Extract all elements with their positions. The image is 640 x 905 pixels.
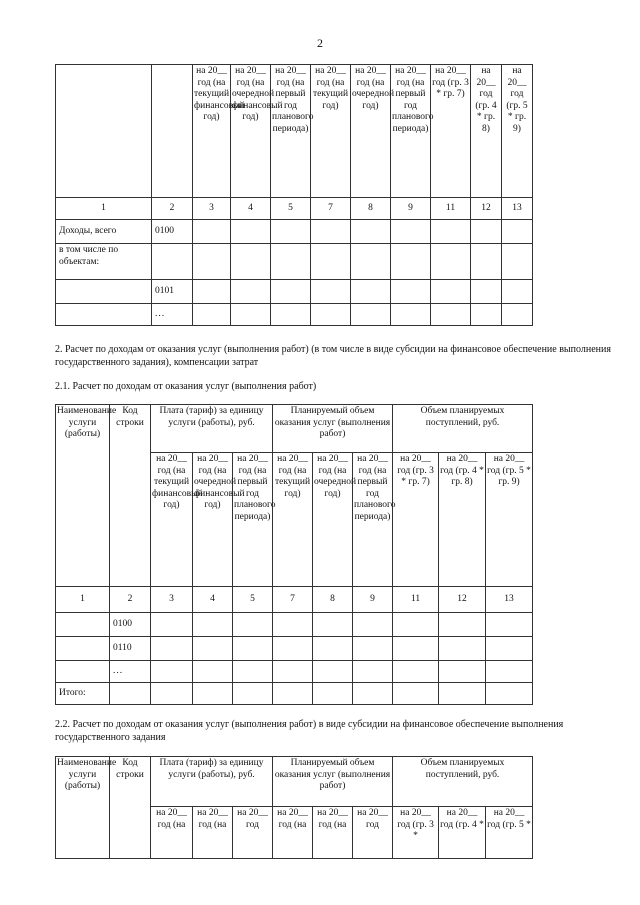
- header-row-code: Код строки: [110, 757, 151, 859]
- sub-header: на 20__ год (гр. 3 *: [393, 807, 439, 859]
- col-header: на 20__ год (на первый год планового периода): [271, 65, 311, 198]
- col-number: 1: [56, 198, 152, 220]
- table-row-total: [56, 683, 533, 705]
- col-number: 2: [110, 587, 151, 613]
- services-income-table: [55, 404, 533, 705]
- col-number: 3: [151, 587, 193, 613]
- header-empty-code: [152, 65, 193, 198]
- col-header: на 20__ год (гр. 3 * гр. 7): [431, 65, 471, 198]
- header-receipts-group: Объем планируемых поступлений, руб.: [393, 757, 533, 807]
- col-number: 7: [311, 198, 351, 220]
- col-number: 8: [351, 198, 391, 220]
- row-code: ...: [152, 304, 193, 326]
- header-service-name: Наименование услуги (работы): [56, 405, 110, 587]
- sub-header: на 20__ год (гр. 5 *: [486, 807, 533, 859]
- sub-header: на 20__ год (гр. 5 * гр. 9): [486, 453, 533, 587]
- col-number: 7: [273, 587, 313, 613]
- col-header: на 20__ год (на очередной год): [351, 65, 391, 198]
- col-header: на 20__ год (на первый год планового периода): [391, 65, 431, 198]
- col-number: 9: [353, 587, 393, 613]
- row-name: [56, 613, 110, 637]
- col-number: 12: [471, 198, 502, 220]
- row-code: 0110: [110, 637, 151, 661]
- sub-header: на 20__ год: [353, 807, 393, 859]
- table-row: [56, 220, 533, 244]
- table-row: [56, 304, 533, 326]
- header-volume-group: Планируемый объем оказания услуг (выполнения работ): [273, 405, 393, 453]
- section-2-heading: 2. Расчет по доходам от оказания услуг (выполнения работ) (в том числе в виде субсидии на финансовое обеспечение выполнения государственного задания), компенсации затрат: [55, 344, 611, 368]
- page-number: 2: [317, 36, 323, 50]
- row-name: Доходы, всего: [56, 220, 152, 244]
- section-2-2-heading: 2.2. Расчет по доходам от оказания услуг (выполнения работ) в виде субсидии на финансовое обеспечение выполнения государственного задания: [55, 719, 564, 743]
- table-row: [56, 280, 533, 304]
- row-name: [56, 637, 110, 661]
- row-code: 0101: [152, 280, 193, 304]
- sub-header: на 20__ год (на первый год планового периода): [353, 453, 393, 587]
- income-table-continuation: [55, 64, 533, 326]
- col-header: на 20__ год (гр. 4 * гр. 8): [471, 65, 502, 198]
- col-number: 12: [439, 587, 486, 613]
- sub-header: на 20__ год (гр. 4 *: [439, 807, 486, 859]
- row-code: [110, 683, 151, 705]
- col-number: 11: [393, 587, 439, 613]
- sub-header: на 20__ год (на: [151, 807, 193, 859]
- col-number: 9: [391, 198, 431, 220]
- sub-header: на 20__ год (на: [313, 807, 353, 859]
- col-header: на 20__ год (на очередной финансовый год): [231, 65, 271, 198]
- col-number: 5: [271, 198, 311, 220]
- table-row: [56, 613, 533, 637]
- header-receipts-group: Объем планируемых поступлений, руб.: [393, 405, 533, 453]
- table-row: [56, 661, 533, 683]
- header-service-name: Наименование услуги (работы): [56, 757, 110, 859]
- row-name: [56, 280, 152, 304]
- col-header: на 20__ год (гр. 5 * гр. 9): [502, 65, 533, 198]
- col-number: 4: [231, 198, 271, 220]
- row-name: Итого:: [56, 683, 110, 705]
- col-header: на 20__ год (на текущий год): [311, 65, 351, 198]
- col-number: 11: [431, 198, 471, 220]
- sub-header: на 20__ год (на текущий финансовый год): [151, 453, 193, 587]
- sub-header: на 20__ год (на: [193, 807, 233, 859]
- header-empty-name: [56, 65, 152, 198]
- row-code: 0100: [152, 220, 193, 244]
- sub-header: на 20__ год (на первый год планового периода): [233, 453, 273, 587]
- sub-header: на 20__ год (на: [273, 807, 313, 859]
- row-name: [56, 304, 152, 326]
- section-2-1-heading: 2.1. Расчет по доходам от оказания услуг (выполнения работ): [55, 381, 317, 392]
- col-number: 3: [193, 198, 231, 220]
- col-number: 5: [233, 587, 273, 613]
- table-row: [56, 637, 533, 661]
- row-code: ...: [110, 661, 151, 683]
- header-row-code: Код строки: [110, 405, 151, 587]
- col-header: на 20__ год (на текущий финансовый год): [193, 65, 231, 198]
- sub-header: на 20__ год (гр. 4 * гр. 8): [439, 453, 486, 587]
- col-number: 13: [502, 198, 533, 220]
- col-number: 2: [152, 198, 193, 220]
- table-row: [56, 244, 533, 280]
- row-code: 0100: [110, 613, 151, 637]
- col-number: 4: [193, 587, 233, 613]
- row-code: [152, 244, 193, 280]
- header-tariff-group: Плата (тариф) за единицу услуги (работы), руб.: [151, 405, 273, 453]
- header-volume-group: Планируемый объем оказания услуг (выполнения работ): [273, 757, 393, 807]
- col-number: 13: [486, 587, 533, 613]
- col-number: 8: [313, 587, 353, 613]
- sub-header: на 20__ год (гр. 3 * гр. 7): [393, 453, 439, 587]
- sub-header: на 20__ год (на очередной финансовый год): [193, 453, 233, 587]
- sub-header: на 20__ год (на текущий год): [273, 453, 313, 587]
- header-tariff-group: Плата (тариф) за единицу услуги (работы), руб.: [151, 757, 273, 807]
- row-name: [56, 661, 110, 683]
- sub-header: на 20__ год (на очередной год): [313, 453, 353, 587]
- sub-header: на 20__ год: [233, 807, 273, 859]
- col-number: 1: [56, 587, 110, 613]
- subsidy-income-table: [55, 756, 533, 859]
- row-name: в том числе по объектам:: [56, 244, 152, 280]
